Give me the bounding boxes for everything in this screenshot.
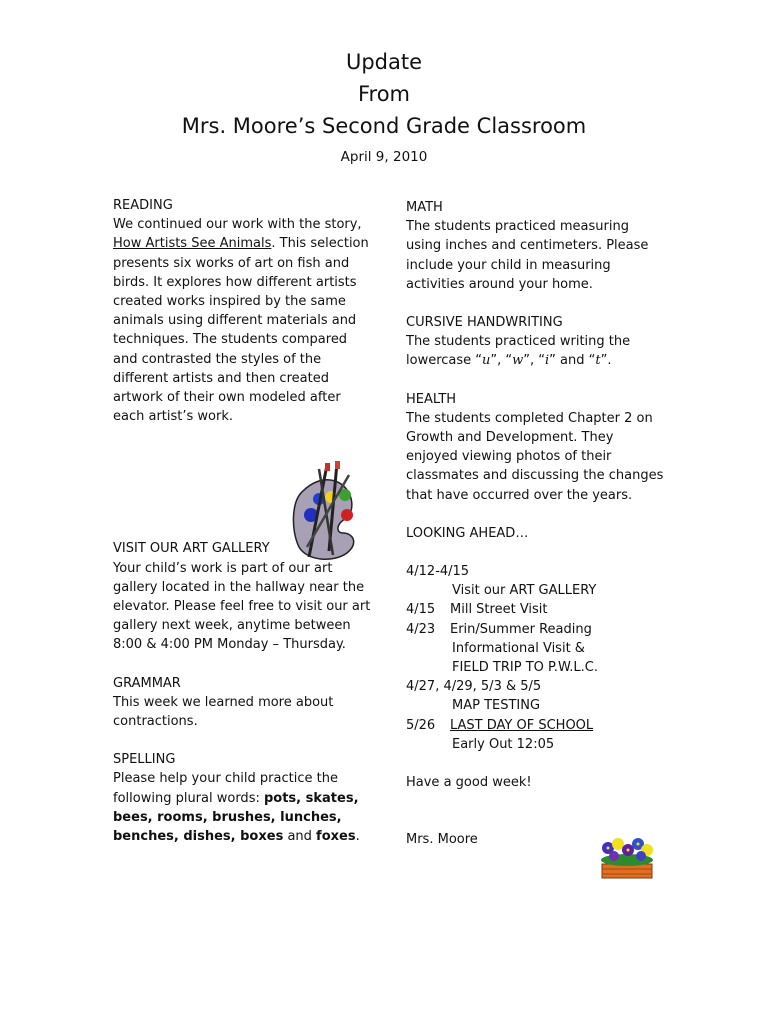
schedule-event-4: MAP TESTING	[452, 698, 541, 714]
schedule-list	[406, 562, 666, 754]
flower-box-icon	[598, 836, 656, 880]
schedule-row-5	[406, 716, 666, 735]
spelling-words: pots, skates, bees, rooms, brushes, lunches, benches, dishes, boxes	[113, 790, 359, 845]
schedule-event-3c: FIELD TRIP TO P.W.L.C.	[452, 660, 599, 676]
schedule-event-5: LAST DAY OF SCHOOL	[450, 717, 594, 733]
title-from: From	[357, 82, 411, 106]
schedule-date-4: 4/27, 4/29, 5/3 & 5/5	[406, 679, 542, 695]
spelling-paragraph: Please help your child practice the following plural words: pots, skates, bees, rooms, brushes, lunches, benches, dishes, boxes and foxes.	[113, 771, 360, 845]
schedule-row-2	[406, 600, 666, 619]
schedule-event-3: Erin/Summer Reading	[450, 621, 592, 637]
schedule-row-3	[406, 620, 666, 639]
reading-paragraph: We continued our work with the story, How Artists See Animals. This selection presents six works of art on fish and birds. It explores how different artists created works inspired by the same animals using different materials and techniques. The students compared and contrasted the styles of the different artists and then created artwork of their own modeled after each artist’s work.	[113, 217, 369, 425]
cursive-letter-i: i	[545, 353, 550, 369]
signature: Mrs. Moore	[406, 832, 478, 848]
cursive-letter-w: w	[512, 353, 524, 369]
math-heading: MATH	[406, 200, 443, 215]
schedule-event-3b: Informational Visit &	[452, 640, 585, 656]
cursive-letter-u: u	[482, 353, 491, 369]
schedule-event-5b: Early Out 12:05	[452, 736, 555, 752]
grammar-paragraph: This week we learned more about contractions.	[113, 694, 334, 730]
schedule-date-5: 5/26	[406, 717, 436, 733]
cursive-heading: CURSIVE HANDWRITING	[406, 315, 563, 331]
spelling-word-last: foxes	[316, 829, 356, 845]
schedule-date-1: 4/12-4/15	[406, 564, 470, 580]
reading-heading: READING	[113, 198, 173, 213]
health-heading: HEALTH	[406, 391, 457, 407]
schedule-date-2: 4/15	[406, 602, 436, 618]
math-paragraph: The students practiced measuring using inches and centimeters. Please include your child in measuring activities around your home.	[406, 219, 649, 292]
gallery-heading: VISIT OUR ART GALLERY	[113, 541, 270, 557]
right-column	[406, 198, 666, 849]
newsletter-header	[0, 46, 768, 167]
cursive-letter-t: t	[595, 353, 601, 369]
looking-ahead-heading: LOOKING AHEAD…	[406, 525, 529, 541]
schedule-event-1: Visit our ART GALLERY	[452, 583, 597, 599]
health-paragraph: The students completed Chapter 2 on Growth and Development. They enjoyed viewing photos of their classmates and discussing the changes that have occurred over the years.	[406, 410, 664, 503]
schedule-date-3: 4/23	[406, 621, 436, 637]
schedule-event-2: Mill Street Visit	[450, 602, 548, 618]
cursive-paragraph: The students practiced writing the lowercase “u”, “w”, “i” and “t”.	[406, 334, 631, 369]
title-update: Update	[345, 50, 423, 74]
grammar-heading: GRAMMAR	[113, 675, 181, 691]
closing-greeting: Have a good week!	[406, 775, 532, 791]
newsletter-date: April 9, 2010	[340, 149, 428, 165]
title-classroom: Mrs. Moore’s Second Grade Classroom	[181, 114, 587, 138]
gallery-paragraph: Your child’s work is part of our art gallery located in the hallway near the elevator. Please feel free to visit our art gallery next week, anytime between 8:00 & 4:00 PM Monday – Thursday.	[113, 560, 371, 653]
spelling-heading: SPELLING	[113, 752, 176, 768]
paint-palette-icon	[289, 461, 361, 563]
story-title: How Artists See Animals	[113, 236, 272, 252]
